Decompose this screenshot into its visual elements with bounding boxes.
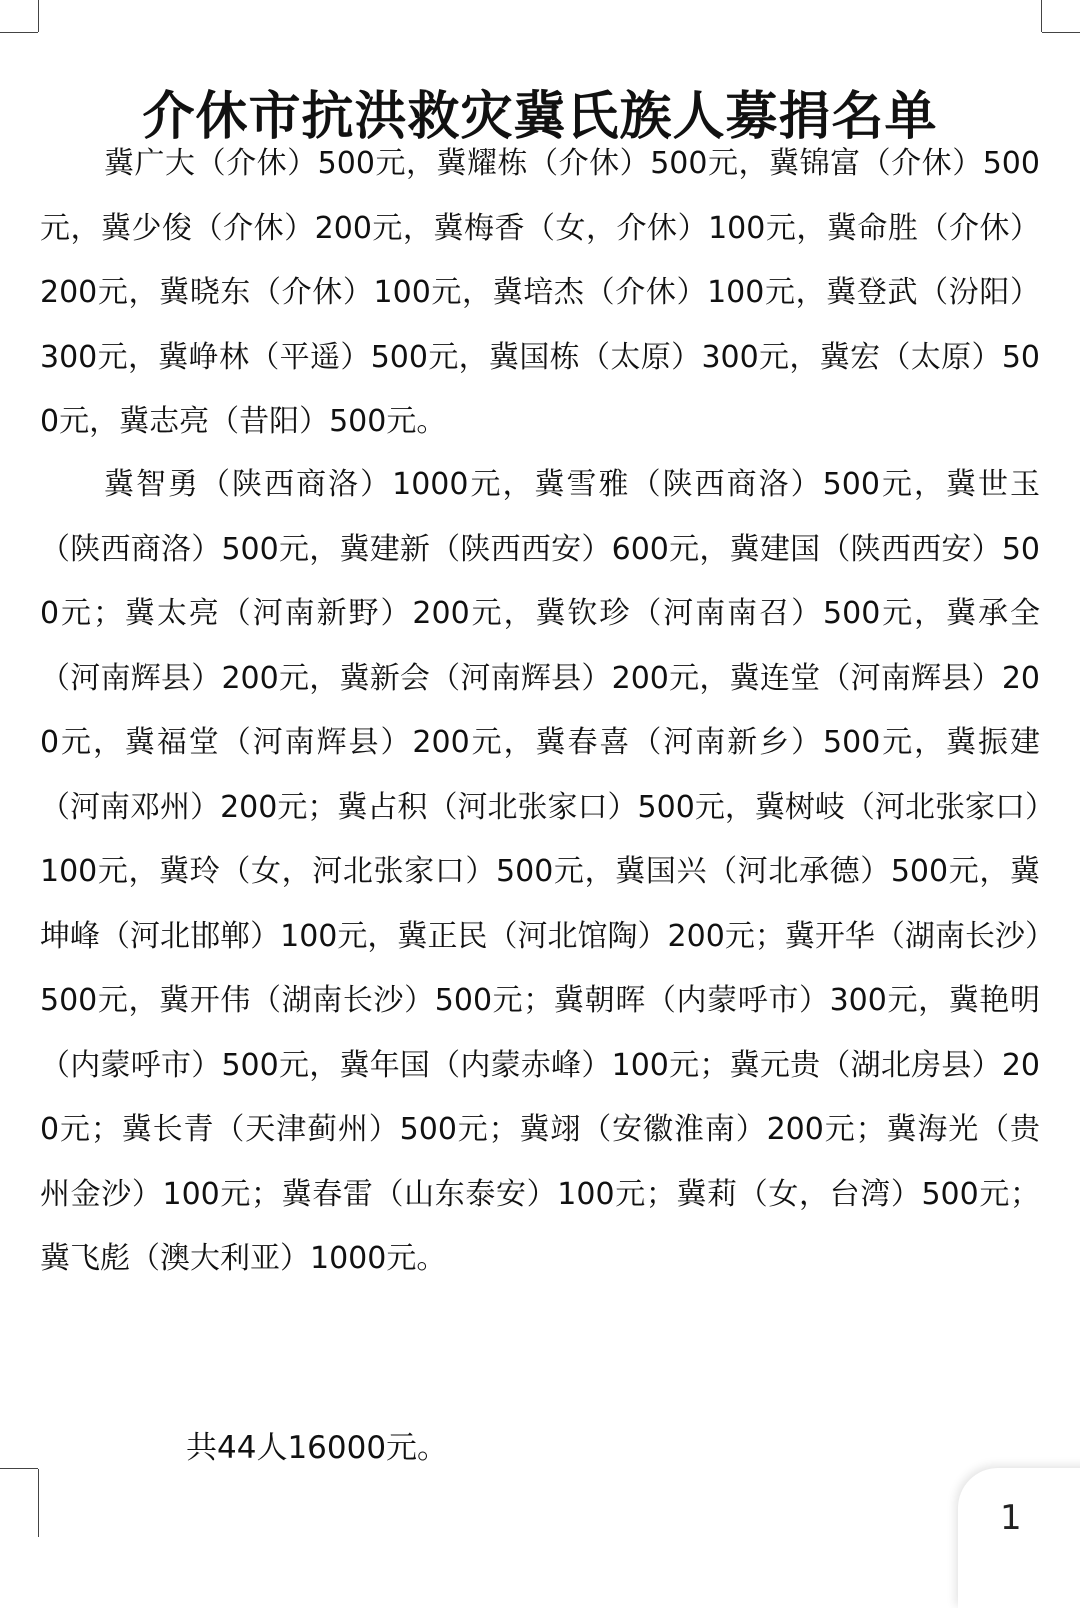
page-number: 1 [1000, 1498, 1022, 1538]
donor-paragraph-local: 冀广大（介休）500元，冀耀栋（介休）500元，冀锦富（介休）500元，冀少俊（介休）200元，冀梅香（女，介休）100元，冀命胜（介休）200元，冀晓东（介休）100元，冀培杰（介休）100元，冀登武（汾阳）300元，冀峥林（平遥）500元，冀国栋（太原）300元，冀宏（太原）500元，冀志亮（昔阳）500元。 [40, 146, 1040, 439]
document-title: 介休市抗洪救灾冀氏族人募捐名单 [142, 86, 938, 147]
donation-total: 共44人16000元。 [186, 1430, 449, 1466]
donor-paragraph-external: 冀智勇（陕西商洛）1000元，冀雪雅（陕西商洛）500元，冀世玉（陕西商洛）500元，冀建新（陕西西安）600元，冀建国（陕西西安）500元；冀太亮（河南新野）200元，冀钦珍（河南南召）500元，冀承全（河南辉县）200元，冀新会（河南辉县）200元，冀连堂（河南辉县）200元，冀福堂（河南辉县）200元，冀春喜（河南新乡）500元，冀振建（河南邓州）200元；冀占积（河北张家口）500元，冀树岐（河北张家口）100元，冀玲（女，河北张家口）500元，冀国兴（河北承德）500元，冀坤峰（河北邯郸）100元，冀正民（河北馆陶）200元；冀开华（湖南长沙）500元，冀开伟（湖南长沙）500元；冀朝晖（内蒙呼市）300元，冀艳明（内蒙呼市）500元，冀年国（内蒙赤峰）100元；冀元贵（湖北房县）200元；冀长青（天津蓟州）500元；冀翊（安徽淮南）200元；冀海光（贵州金沙）100元；冀春雷（山东泰安）100元；冀莉（女，台湾）500元；冀飞彪（澳大利亚）1000元。 [40, 467, 1040, 1276]
page-corner-tab [958, 1468, 1080, 1608]
